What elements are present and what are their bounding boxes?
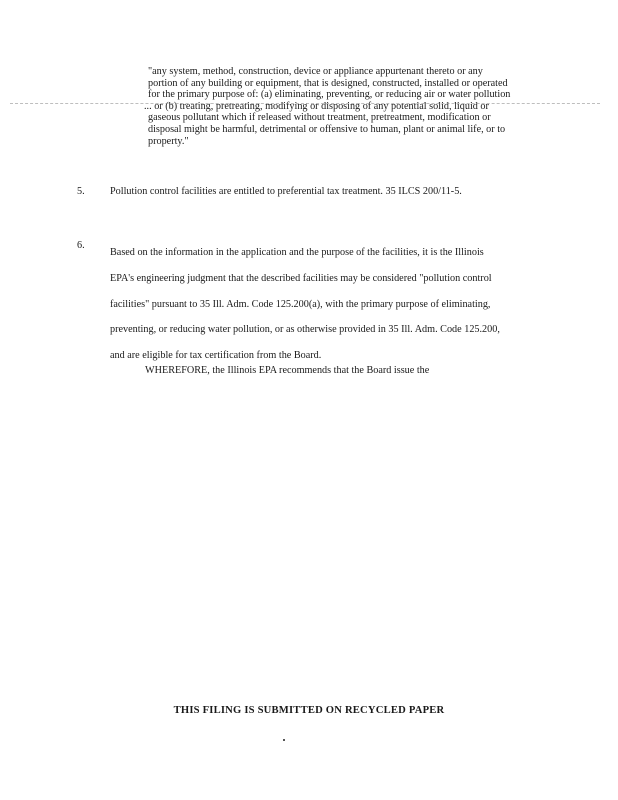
paragraph-line: facilities" pursuant to 35 Ill. Adm. Code 125.200(a), with the primary purpose of eliminating, — [110, 298, 491, 310]
paragraph-5-number: 5. — [77, 186, 85, 197]
paragraph-line: Based on the information in the application and the purpose of the facilities, it is the Illinois — [110, 247, 484, 258]
recycled-paper-footer: THIS FILING IS SUBMITTED ON RECYCLED PAPER — [173, 705, 445, 716]
paragraph-6-number: 6. — [77, 240, 85, 251]
definition-quote — [144, 66, 534, 147]
scan-speck — [283, 739, 285, 741]
paragraph-6-text — [110, 240, 535, 369]
paragraph-line: EPA's engineering judgment that the described facilities may be considered "pollution control — [110, 272, 492, 284]
paragraph-line: preventing, or reducing water pollution, or as otherwise provided in 35 Ill. Adm. Code 125.200, — [110, 324, 500, 336]
quote-line: disposal might be harmful, detrimental or offensive to human, plant or animal life, or to — [148, 123, 506, 135]
paragraph-5-text: Pollution control facilities are entitled to preferential tax treatment. 35 ILCS 200/11-5. — [110, 186, 462, 197]
wherefore-clause: WHEREFORE, the Illinois EPA recommends that the Board issue the — [145, 365, 430, 376]
quote-line: property." — [148, 135, 189, 147]
paragraph-line: and are eligible for tax certification from the Board. — [110, 350, 322, 362]
quote-line: ... or (b) treating, pretreating, modifying or disposing of any potential solid, liquid or — [144, 100, 489, 112]
quote-line: "any system, method, construction, device or appliance appurtenant thereto or any — [148, 66, 483, 77]
quote-line: portion of any building or equipment, that is designed, constructed, installed or operated — [148, 77, 508, 89]
quote-line: for the primary purpose of: (a) eliminating, preventing, or reducing air or water pollution — [148, 89, 511, 101]
quote-line: gaseous pollutant which if released without treatment, pretreatment, modification or — [148, 112, 491, 124]
scan-artifact-line — [10, 103, 600, 104]
